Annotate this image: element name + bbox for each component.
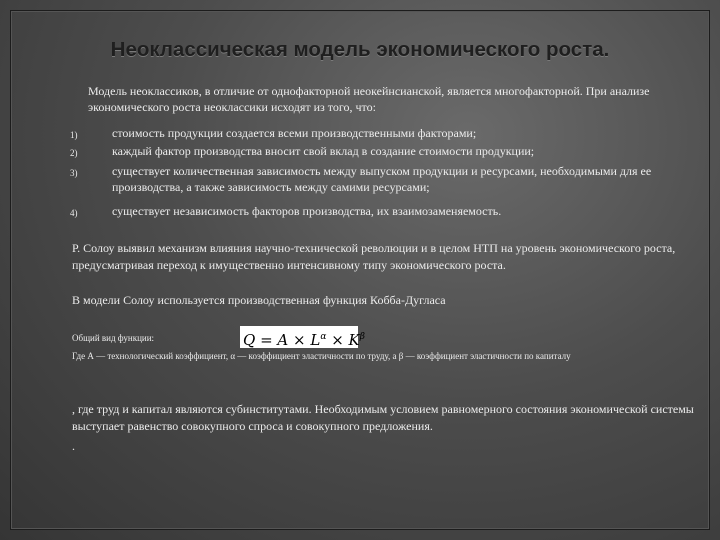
formula-labor: L: [310, 331, 321, 349]
formula-capital: K: [348, 331, 360, 349]
cobb-douglas-line: В модели Солоу используется производственная функция Кобба-Дугласа: [72, 293, 446, 307]
coefficient-definition: Где А — технологический коэффициент, α — коэффициент эластичности по труду, а β — коэффициент эластичности по капиталу: [72, 351, 571, 361]
intro-paragraph: Модель неоклассиков, в отличие от однофакторной неокейнсианской, является многофакторной. При анализе экономического роста неоклассики исходят из того, что:: [88, 84, 650, 114]
formula-times: ×: [331, 331, 344, 349]
cobb-douglas-formula: [240, 326, 365, 349]
general-form-label: Общий вид функции:: [72, 333, 155, 343]
list-text: существует количественная зависимость между выпуском продукции и ресурсами, необходимыми для ее производства, а также зависимость между самими ресурсами;: [112, 164, 652, 194]
formula-beta: β: [359, 332, 365, 342]
trailing-dot: .: [72, 439, 75, 453]
formula-lhs: Q = A ×: [243, 331, 306, 349]
slide-title: Неоклассическая модель экономического роста.: [110, 38, 610, 61]
list-number: 3): [70, 168, 78, 178]
formula-alpha: α: [320, 332, 327, 342]
list-text: существует независимость факторов производства, их взаимозаменяемость.: [112, 204, 502, 218]
list-text: стоимость продукции создается всеми производственными факторами;: [112, 126, 477, 140]
conclusion-paragraph: , где труд и капитал являются субинститутами. Необходимым условием равномерного состояния экономической системы выступает равенство совокупного спроса и совокупного предложения.: [72, 402, 694, 433]
list-number: 4): [70, 208, 78, 218]
list-number: 1): [70, 130, 78, 140]
list-text: каждый фактор производства вносит свой вклад в создание стоимости продукции;: [112, 144, 535, 158]
list-number: 2): [70, 148, 78, 158]
solow-paragraph: Р. Солоу выявил механизм влияния научно-технической революции и в целом НТП на уровень экономического роста, предусматривая переход к имущественно интенсивному типу экономического роста.: [72, 241, 676, 272]
